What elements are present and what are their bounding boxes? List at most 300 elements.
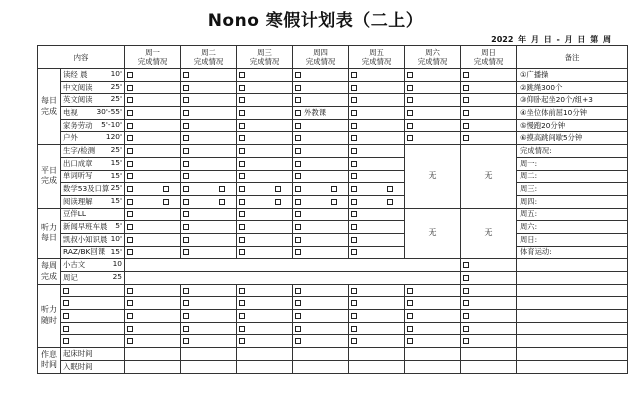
checkbox[interactable]	[239, 326, 245, 332]
task-item	[61, 94, 125, 107]
none-cell: 无	[405, 208, 461, 259]
day-cell	[181, 170, 237, 183]
remark-cell	[517, 284, 628, 297]
day-cell	[237, 69, 293, 82]
day-cell	[181, 246, 237, 259]
checkbox[interactable]	[351, 326, 357, 332]
checkbox[interactable]	[351, 338, 357, 344]
day-cell	[125, 107, 181, 120]
checkbox[interactable]	[63, 338, 69, 344]
task-item	[61, 170, 125, 183]
checkbox[interactable]	[351, 199, 357, 205]
remark-text: 周六:	[520, 222, 538, 232]
checkbox[interactable]	[239, 224, 245, 230]
checkbox[interactable]	[295, 224, 301, 230]
day-cell	[293, 246, 349, 259]
day-cell	[237, 170, 293, 183]
plan-table	[37, 45, 628, 374]
checkbox[interactable]	[463, 300, 469, 306]
remark-text: 周二:	[520, 171, 538, 181]
checkbox[interactable]	[275, 199, 281, 205]
checkbox[interactable]	[127, 161, 133, 167]
checkbox[interactable]	[63, 326, 69, 332]
checkbox[interactable]	[351, 249, 357, 255]
day-cell	[461, 119, 517, 132]
checkbox[interactable]	[127, 135, 133, 141]
remark-cell	[517, 94, 628, 107]
category-label: 作息时间	[38, 348, 61, 373]
checkbox[interactable]	[295, 300, 301, 306]
checkbox[interactable]	[351, 313, 357, 319]
checkbox[interactable]	[183, 72, 189, 78]
task-name: 出口成章	[63, 158, 93, 168]
checkbox[interactable]	[163, 186, 169, 192]
checkbox[interactable]	[463, 313, 469, 319]
checkbox[interactable]	[239, 237, 245, 243]
checkbox[interactable]	[275, 186, 281, 192]
header-day	[181, 46, 237, 69]
checkbox[interactable]	[463, 135, 469, 141]
remark-cell	[517, 310, 628, 323]
day-sub-label: 完成情况	[249, 57, 280, 66]
checkbox[interactable]	[387, 186, 393, 192]
checkbox[interactable]	[295, 249, 301, 255]
day-cell	[461, 259, 517, 272]
day-cell	[237, 145, 293, 158]
task-duration: 120'	[105, 132, 123, 142]
checkbox[interactable]	[463, 72, 469, 78]
day-cell	[461, 322, 517, 335]
day-cell[interactable]	[461, 348, 517, 361]
day-cell	[237, 157, 293, 170]
checkbox[interactable]	[239, 211, 245, 217]
checkbox[interactable]	[239, 313, 245, 319]
checkbox[interactable]	[183, 161, 189, 167]
day-cell	[61, 335, 125, 348]
task-item	[61, 107, 125, 120]
checkbox[interactable]	[127, 110, 133, 116]
day-cell	[181, 145, 237, 158]
checkbox[interactable]	[183, 123, 189, 129]
task-name: 周记	[63, 272, 78, 282]
checkbox[interactable]	[295, 326, 301, 332]
checkbox[interactable]	[463, 275, 469, 281]
checkbox[interactable]	[351, 300, 357, 306]
remark-text: ③仰卧起坐20个/组+3	[520, 95, 593, 105]
checkbox[interactable]	[295, 338, 301, 344]
checkbox[interactable]	[183, 224, 189, 230]
checkbox[interactable]	[183, 338, 189, 344]
day-cell	[125, 335, 181, 348]
checkbox[interactable]	[183, 97, 189, 103]
checkbox[interactable]	[127, 97, 133, 103]
table-row	[38, 107, 628, 120]
checkbox[interactable]	[127, 173, 133, 179]
checkbox[interactable]	[295, 135, 301, 141]
checkbox[interactable]	[295, 237, 301, 243]
checkbox[interactable]	[127, 186, 133, 192]
day-sub-label: 完成情况	[137, 57, 168, 66]
weekly-span-cell	[125, 272, 461, 285]
checkbox[interactable]	[127, 237, 133, 243]
day-cell[interactable]	[349, 360, 405, 373]
day-label: 周三	[257, 48, 272, 57]
task-duration: 25'	[110, 81, 123, 91]
day-cell	[181, 107, 237, 120]
checkbox[interactable]	[463, 110, 469, 116]
day-cell[interactable]	[293, 348, 349, 361]
checkbox[interactable]	[351, 85, 357, 91]
checkbox[interactable]	[127, 211, 133, 217]
remark-cell	[517, 246, 628, 259]
day-cell	[461, 132, 517, 145]
day-cell[interactable]	[125, 360, 181, 373]
checkbox[interactable]	[407, 326, 413, 332]
task-item	[61, 69, 125, 82]
table-row	[38, 81, 628, 94]
checkbox[interactable]	[463, 338, 469, 344]
remark-cell	[517, 145, 628, 158]
day-cell	[405, 322, 461, 335]
table-row	[38, 69, 628, 82]
checkbox[interactable]	[239, 135, 245, 141]
task-name: 户外	[63, 133, 78, 143]
checkbox[interactable]	[239, 97, 245, 103]
checkbox[interactable]	[351, 211, 357, 217]
checkbox[interactable]	[331, 199, 337, 205]
checkbox[interactable]	[295, 211, 301, 217]
checkbox[interactable]	[239, 199, 245, 205]
table-row	[38, 310, 628, 323]
checkbox[interactable]	[183, 326, 189, 332]
weekly-span-cell	[125, 259, 461, 272]
checkbox[interactable]	[351, 123, 357, 129]
task-item	[61, 272, 125, 285]
table-row	[38, 208, 628, 221]
day-sub-label: 完成情况	[193, 57, 224, 66]
checkbox[interactable]	[239, 173, 245, 179]
header-day	[405, 46, 461, 69]
task-item	[61, 183, 125, 196]
checkbox[interactable]	[351, 224, 357, 230]
day-cell	[61, 310, 125, 323]
day-label: 周四	[313, 48, 328, 57]
day-cell	[293, 322, 349, 335]
table-row	[38, 221, 628, 234]
checkbox[interactable]	[407, 123, 413, 129]
checkbox[interactable]	[351, 135, 357, 141]
checkbox[interactable]	[351, 288, 357, 294]
checkbox[interactable]	[239, 249, 245, 255]
checkbox[interactable]	[163, 199, 169, 205]
checkbox[interactable]	[183, 135, 189, 141]
checkbox[interactable]	[463, 326, 469, 332]
task-name: 数学53及口算	[63, 184, 110, 194]
checkbox[interactable]	[127, 288, 133, 294]
table-row	[38, 119, 628, 132]
day-cell	[237, 195, 293, 208]
day-cell	[181, 81, 237, 94]
checkbox[interactable]	[239, 123, 245, 129]
checkbox[interactable]	[183, 148, 189, 154]
checkbox[interactable]	[351, 161, 357, 167]
task-duration: 25	[112, 272, 123, 281]
checkbox[interactable]	[463, 262, 469, 268]
remark-cell	[517, 132, 628, 145]
task-item	[61, 145, 125, 158]
remark-text: ②跳绳300个	[520, 82, 563, 92]
checkbox[interactable]	[183, 85, 189, 91]
day-cell	[349, 335, 405, 348]
day-cell	[293, 183, 349, 196]
header-day	[461, 46, 517, 69]
day-cell	[405, 284, 461, 297]
checkbox[interactable]	[407, 300, 413, 306]
checkbox[interactable]	[183, 211, 189, 217]
checkbox[interactable]	[239, 186, 245, 192]
checkbox[interactable]	[463, 97, 469, 103]
day-cell	[405, 335, 461, 348]
table-row	[38, 259, 628, 272]
remark-cell	[517, 259, 628, 272]
day-cell[interactable]	[125, 348, 181, 361]
category-label: 平日完成	[38, 145, 61, 208]
remark-text: 周四:	[520, 196, 538, 206]
checkbox[interactable]	[295, 72, 301, 78]
checkbox[interactable]	[295, 173, 301, 179]
checkbox[interactable]	[407, 97, 413, 103]
day-cell	[125, 145, 181, 158]
day-cell	[125, 119, 181, 132]
checkbox[interactable]	[239, 110, 245, 116]
day-cell[interactable]	[237, 360, 293, 373]
task-name: 生字/检测	[63, 145, 96, 155]
checkbox[interactable]	[295, 97, 301, 103]
task-name: RAZ/BK回课	[63, 247, 106, 257]
day-cell	[237, 284, 293, 297]
day-cell	[237, 81, 293, 94]
day-cell	[349, 310, 405, 323]
checkbox[interactable]	[407, 85, 413, 91]
checkbox[interactable]	[407, 338, 413, 344]
day-sub-label: 完成情况	[361, 57, 392, 66]
checkbox[interactable]	[183, 300, 189, 306]
checkbox[interactable]	[219, 199, 225, 205]
task-duration: 10	[112, 259, 123, 269]
day-cell	[461, 81, 517, 94]
checkbox[interactable]	[295, 161, 301, 167]
checkbox[interactable]	[239, 338, 245, 344]
checkbox[interactable]	[407, 135, 413, 141]
day-cell[interactable]	[237, 348, 293, 361]
table-row	[38, 284, 628, 297]
day-cell	[461, 272, 517, 285]
checkbox[interactable]	[351, 186, 357, 192]
day-cell	[349, 145, 405, 158]
day-cell	[405, 81, 461, 94]
day-cell	[293, 208, 349, 221]
checkbox[interactable]	[183, 313, 189, 319]
task-duration: 15'	[110, 157, 123, 167]
checkbox[interactable]	[463, 288, 469, 294]
remark-cell	[517, 107, 628, 120]
day-cell	[349, 170, 405, 183]
day-cell	[181, 297, 237, 310]
task-name: 豆伴LL	[63, 209, 87, 219]
none-cell: 无	[461, 208, 517, 259]
day-cell[interactable]	[405, 348, 461, 361]
remark-text: 体育运动:	[520, 247, 552, 257]
day-cell	[349, 69, 405, 82]
day-cell[interactable]	[461, 360, 517, 373]
day-cell[interactable]	[405, 360, 461, 373]
remark-cell	[517, 81, 628, 94]
checkbox[interactable]	[239, 161, 245, 167]
checkbox[interactable]	[239, 72, 245, 78]
checkbox[interactable]	[407, 110, 413, 116]
checkbox[interactable]	[387, 199, 393, 205]
checkbox[interactable]	[351, 110, 357, 116]
day-cell[interactable]	[293, 360, 349, 373]
task-duration: 10'	[110, 69, 123, 78]
day-cell	[125, 195, 181, 208]
checkbox[interactable]	[295, 148, 301, 154]
checkbox[interactable]	[127, 72, 133, 78]
remark-cell	[517, 195, 628, 208]
checkbox[interactable]	[295, 123, 301, 129]
task-item	[61, 81, 125, 94]
day-cell	[461, 284, 517, 297]
checkbox[interactable]	[63, 300, 69, 306]
task-name: 凯叔小知识晨	[63, 234, 108, 244]
day-cell	[125, 322, 181, 335]
checkbox[interactable]	[127, 123, 133, 129]
checkbox[interactable]	[331, 186, 337, 192]
day-cell	[349, 221, 405, 234]
day-cell	[293, 81, 349, 94]
day-cell	[181, 233, 237, 246]
checkbox[interactable]	[407, 313, 413, 319]
checkbox[interactable]	[127, 85, 133, 91]
day-cell	[293, 69, 349, 82]
header-remarks: 备注	[517, 46, 628, 69]
checkbox[interactable]	[183, 110, 189, 116]
day-cell	[405, 107, 461, 120]
task-name: 小古文	[63, 260, 86, 270]
remark-cell	[517, 208, 628, 221]
day-cell	[293, 284, 349, 297]
checkbox[interactable]	[351, 173, 357, 179]
none-cell: 无	[461, 145, 517, 208]
checkbox[interactable]	[127, 300, 133, 306]
table-row	[38, 297, 628, 310]
checkbox[interactable]	[295, 85, 301, 91]
task-name: 家务劳动	[63, 120, 93, 130]
checkbox[interactable]	[127, 326, 133, 332]
checkbox[interactable]	[239, 85, 245, 91]
checkbox[interactable]	[295, 186, 301, 192]
remark-cell	[517, 69, 628, 82]
checkbox[interactable]	[183, 288, 189, 294]
checkbox[interactable]	[295, 110, 301, 116]
checkbox[interactable]	[463, 123, 469, 129]
checkbox[interactable]	[183, 186, 189, 192]
day-cell	[293, 157, 349, 170]
checkbox[interactable]	[127, 249, 133, 255]
day-cell	[293, 132, 349, 145]
day-cell	[181, 322, 237, 335]
day-cell	[293, 310, 349, 323]
checkbox[interactable]	[239, 148, 245, 154]
schedule-item: 起床时间	[61, 348, 125, 361]
day-cell[interactable]	[349, 348, 405, 361]
task-item	[61, 208, 125, 221]
task-item	[61, 246, 125, 259]
checkbox[interactable]	[295, 288, 301, 294]
category-label: 听力每日	[38, 208, 61, 259]
checkbox[interactable]	[351, 72, 357, 78]
checkbox[interactable]	[295, 313, 301, 319]
day-cell[interactable]	[181, 360, 237, 373]
checkbox[interactable]	[63, 313, 69, 319]
checkbox[interactable]	[183, 237, 189, 243]
header-day	[125, 46, 181, 69]
table-row	[38, 322, 628, 335]
checkbox[interactable]	[351, 148, 357, 154]
day-cell	[181, 94, 237, 107]
checkbox[interactable]	[183, 249, 189, 255]
remark-cell	[517, 322, 628, 335]
checkbox[interactable]	[239, 288, 245, 294]
day-cell	[181, 195, 237, 208]
checkbox[interactable]	[183, 173, 189, 179]
checkbox[interactable]	[295, 199, 301, 205]
checkbox[interactable]	[239, 300, 245, 306]
checkbox[interactable]	[63, 288, 69, 294]
day-cell	[125, 81, 181, 94]
checkbox[interactable]	[351, 97, 357, 103]
task-name: 中文阅读	[63, 82, 93, 92]
checkbox[interactable]	[183, 199, 189, 205]
checkbox[interactable]	[407, 288, 413, 294]
checkbox[interactable]	[127, 148, 133, 154]
checkbox[interactable]	[351, 237, 357, 243]
day-cell	[349, 157, 405, 170]
task-duration: 10'	[110, 233, 123, 243]
table-row	[38, 360, 628, 373]
day-cell	[293, 335, 349, 348]
task-item	[61, 157, 125, 170]
checkbox[interactable]	[407, 72, 413, 78]
task-item	[61, 233, 125, 246]
day-cell	[61, 297, 125, 310]
checkbox[interactable]	[127, 338, 133, 344]
day-cell	[237, 119, 293, 132]
day-cell	[237, 221, 293, 234]
day-cell	[349, 233, 405, 246]
day-cell[interactable]	[181, 348, 237, 361]
table-row	[38, 272, 628, 285]
day-cell	[125, 157, 181, 170]
checkbox[interactable]	[127, 199, 133, 205]
checkbox[interactable]	[127, 224, 133, 230]
task-name: 英文阅读	[63, 95, 93, 105]
checkbox[interactable]	[127, 313, 133, 319]
day-cell	[349, 107, 405, 120]
checkbox[interactable]	[463, 85, 469, 91]
task-duration: 25'	[110, 94, 123, 104]
checkbox[interactable]	[219, 186, 225, 192]
